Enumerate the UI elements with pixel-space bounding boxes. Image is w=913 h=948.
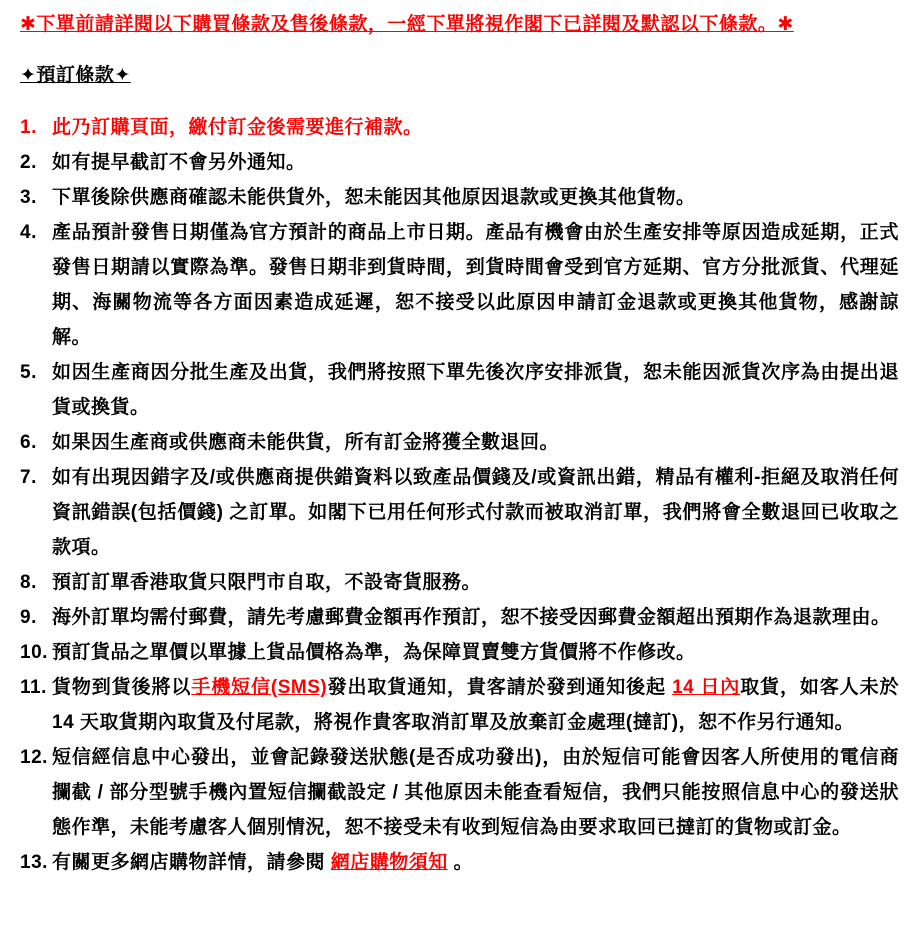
term-segment: 貨物到貨後將以: [52, 677, 192, 698]
term-segment: 如果因生產商或供應商未能供貨，所有訂金將獲全數退回。: [52, 432, 560, 453]
term-text: [52, 215, 899, 355]
term-text: [52, 180, 899, 215]
term-text: [52, 600, 899, 635]
term-segment: 此乃訂購頁面，繳付訂金後需要進行補款。: [52, 117, 423, 138]
term-text: [52, 565, 899, 600]
term-segment: 下單後除供應商確認未能供貨外，恕未能因其他原因退款或更換其他貨物。: [52, 187, 696, 208]
term-number: 2.: [20, 152, 37, 173]
term-item: [20, 425, 899, 460]
term-number: 5.: [20, 362, 37, 383]
term-text: [52, 740, 899, 845]
term-item: [20, 355, 899, 425]
term-segment: 發出取貨通知，貴客請於發到通知後起: [327, 677, 673, 698]
term-item: [20, 110, 899, 145]
term-number: 13.: [20, 852, 48, 873]
term-text: [52, 145, 899, 180]
term-segment: 取貨，如客人未於 14 天取貨期內取貨及付尾款，將視作貴客取消訂單及放棄訂金處理(撻訂)，恕不作另行通知。: [52, 677, 899, 733]
term-segment: 海外訂單均需付郵費，請先考慮郵費金額再作預訂，恕不接受因郵費金額超出預期作為退款理由。: [52, 607, 891, 628]
term-text: [52, 670, 899, 740]
term-segment: 。: [447, 852, 474, 873]
term-segment: 產品預計發售日期僅為官方預計的商品上市日期。產品有機會由於生產安排等原因造成延期，正式發售日期請以實際為準。發售日期非到貨時間，到貨時間會受到官方延期、官方分批派貨、代理延期、海關物流等各方面因素造成延遲，恕不接受以此原因申請訂金退款或更換其他貨物，感謝諒解。: [52, 222, 899, 348]
term-text: [52, 110, 899, 145]
term-segment: 有關更多網店購物詳情，請參閱: [52, 852, 331, 873]
term-number: 10.: [20, 642, 48, 663]
term-number: 7.: [20, 467, 37, 488]
term-item: [20, 635, 899, 670]
term-item: [20, 565, 899, 600]
term-number: 3.: [20, 187, 37, 208]
term-item: [20, 740, 899, 845]
term-number: 12.: [20, 747, 48, 768]
term-text: [52, 425, 899, 460]
term-item: [20, 180, 899, 215]
terms-header: ✱下單前請詳閱以下購買條款及售後條款，一經下單將視作閣下已詳閱及默認以下條款。✱: [20, 14, 794, 35]
term-item: [20, 845, 899, 880]
term-segment: 如因生產商因分批生產及出貨，我們將按照下單先後次序安排派貨，恕未能因派貨次序為由提出退貨或換貨。: [52, 362, 899, 418]
section-title-preorder-terms: ✦預訂條款✦: [20, 65, 131, 86]
term-text: [52, 355, 899, 425]
red-emphasis: 手機短信(SMS): [191, 677, 328, 698]
term-number: 11.: [20, 677, 47, 698]
term-number: 6.: [20, 432, 37, 453]
terms-list: [20, 110, 899, 880]
term-item: [20, 215, 899, 355]
term-item: [20, 460, 899, 565]
term-item: [20, 145, 899, 180]
term-item: [20, 670, 899, 740]
term-segment: 如有提早截訂不會另外通知。: [52, 152, 306, 173]
term-segment: 預訂訂單香港取貨只限門市自取，不設寄貨服務。: [52, 572, 482, 593]
red-emphasis: 14 日內: [672, 677, 741, 698]
term-link[interactable]: 網店購物須知: [330, 852, 448, 873]
term-segment: 預訂貨品之單價以單據上貨品價格為準，為保障買賣雙方貨價將不作修改。: [52, 642, 696, 663]
term-number: 9.: [20, 607, 37, 628]
term-segment: 如有出現因錯字及/或供應商提供錯資料以致產品價錢及/或資訊出錯，精品有權利-拒絕及取消任何資訊錯誤(包括價錢) 之訂單。如閣下已用任何形式付款而被取消訂單，我們將會全數退回已收取之款項。: [52, 467, 899, 558]
term-text: [52, 845, 899, 880]
term-item: [20, 600, 899, 635]
term-number: 4.: [20, 222, 37, 243]
term-segment: 短信經信息中心發出，並會記錄發送狀態(是否成功發出)，由於短信可能會因客人所使用的電信商攔截 / 部分型號手機內置短信攔截設定 / 其他原因未能查看短信，我們只能按照信息中心的發送狀態作準，未能考慮客人個別情況，恕不接受未有收到短信為由要求取回已撻訂的貨物或訂金。: [52, 747, 899, 838]
term-text: [52, 635, 899, 670]
term-text: [52, 460, 899, 565]
term-number: 8.: [20, 572, 37, 593]
term-number: 1.: [20, 117, 37, 138]
